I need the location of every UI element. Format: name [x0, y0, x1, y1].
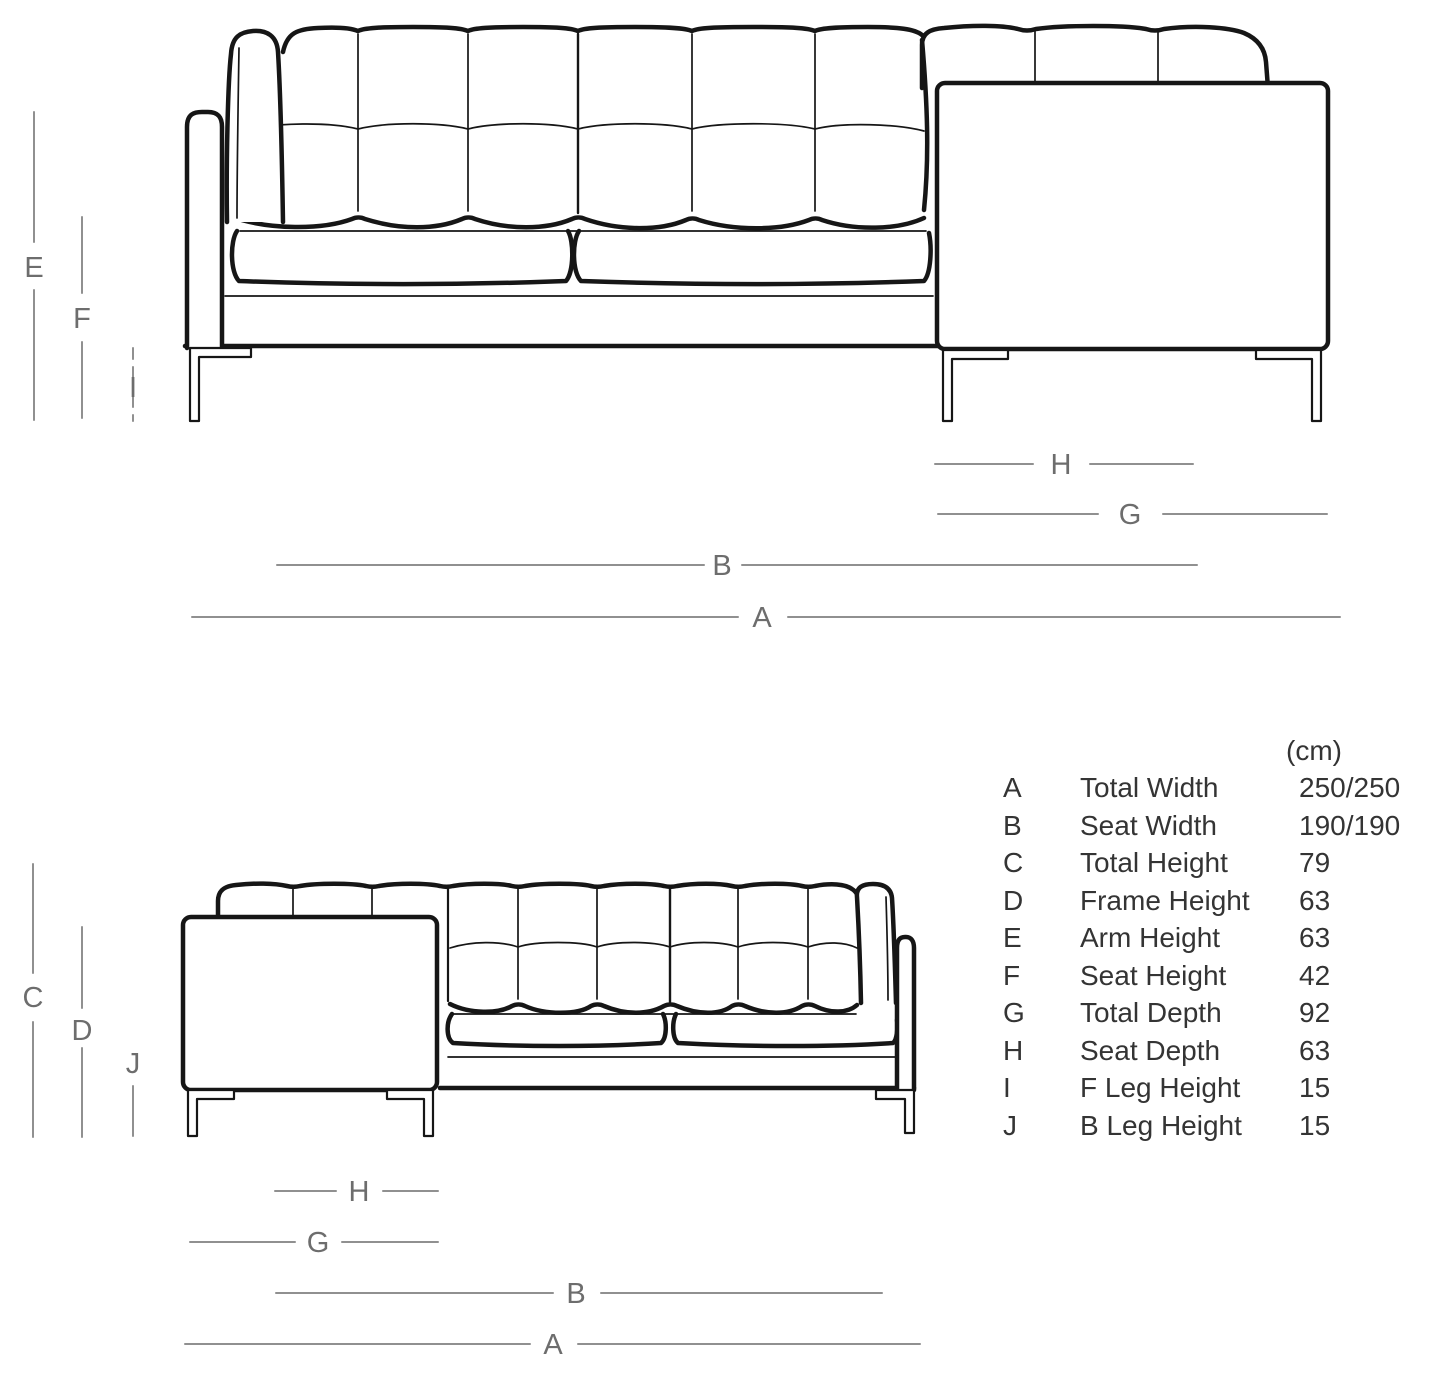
side-end-back-cushion	[857, 884, 896, 1003]
dim-label-A: A	[543, 1329, 563, 1361]
dim-label-H: H	[1050, 449, 1072, 481]
side-return-section	[183, 917, 437, 1090]
legend-value: 42	[1299, 959, 1331, 991]
side-seat-cushion	[673, 1014, 897, 1046]
legend-label: Seat Width	[1080, 809, 1217, 841]
legend-letter: A	[1003, 772, 1022, 803]
side-back-top	[218, 884, 859, 917]
legend-row-D	[1003, 882, 1453, 920]
legend-unit-header: (cm)	[1286, 735, 1342, 766]
front-left-arm	[187, 112, 222, 348]
legend-label: Total Depth	[1080, 997, 1222, 1028]
front-view	[185, 26, 1328, 421]
legend-value: 92	[1299, 997, 1331, 1028]
dimension-legend	[1003, 769, 1453, 1144]
legend-letter: D	[1003, 884, 1024, 916]
side-view	[183, 884, 914, 1136]
legend-label: Seat Depth	[1080, 1034, 1221, 1066]
legend-value: 15	[1299, 1109, 1331, 1141]
legend-letter: G	[1003, 997, 1025, 1028]
dim-label-F: F	[73, 303, 91, 335]
front-return-back-cushions	[922, 26, 1268, 88]
front-seat-cushion	[232, 231, 572, 284]
front-seat-cushion	[574, 231, 931, 284]
legend-row-G	[1003, 994, 1453, 1032]
dim-label-I: I	[128, 372, 138, 404]
legend-label: F Leg Height	[1080, 1072, 1241, 1103]
front-left-leg	[190, 348, 251, 421]
dim-label-B: B	[566, 1278, 586, 1310]
legend-row-H	[1003, 1032, 1453, 1070]
legend-value: 63	[1299, 922, 1331, 953]
front-corner-cushion-edge	[922, 40, 927, 210]
legend-label: Arm Height	[1080, 922, 1221, 953]
side-back-bottom-wave	[450, 1004, 857, 1013]
legend-value: 63	[1299, 1034, 1331, 1066]
legend-letter: B	[1003, 809, 1022, 841]
dim-label-B: B	[712, 550, 732, 582]
front-back-top	[283, 27, 922, 52]
legend-value: 63	[1299, 884, 1331, 916]
legend-row-C	[1003, 844, 1453, 882]
dim-label-C: C	[22, 982, 44, 1014]
side-right-arm	[897, 937, 914, 1090]
front-corner-back-cushion	[227, 31, 283, 222]
front-return-left-leg	[943, 350, 1008, 421]
side-back-horizontal-tuft	[450, 943, 857, 949]
side-view-dimensions	[33, 864, 920, 1344]
legend-row-E	[1003, 919, 1453, 957]
legend-row-J	[1003, 1107, 1453, 1145]
legend-value: 15	[1299, 1072, 1331, 1103]
legend-row-A	[1003, 769, 1453, 807]
side-right-leg	[876, 1090, 914, 1133]
legend-label: B Leg Height	[1080, 1109, 1242, 1141]
side-chaise-left-leg	[188, 1090, 234, 1136]
legend-value: 79	[1299, 847, 1331, 878]
legend-label: Frame Height	[1080, 884, 1250, 916]
side-seat-cushion	[448, 1014, 666, 1046]
front-return-right-leg	[1256, 350, 1321, 421]
dim-label-G: G	[1118, 499, 1142, 531]
legend-label: Total Width	[1080, 772, 1219, 803]
legend-value: 250/250	[1299, 772, 1401, 803]
legend-letter: I	[1003, 1072, 1011, 1103]
dim-label-G: G	[306, 1227, 330, 1259]
dim-label-D: D	[71, 1015, 93, 1047]
legend-letter: E	[1003, 922, 1022, 953]
legend-letter: H	[1003, 1034, 1024, 1066]
legend-value: 190/190	[1299, 809, 1401, 841]
legend-letter: C	[1003, 847, 1024, 878]
legend-row-I	[1003, 1069, 1453, 1107]
legend-row-B	[1003, 807, 1453, 845]
dim-label-A: A	[752, 602, 772, 634]
legend-label: Total Height	[1080, 847, 1228, 878]
dim-label-E: E	[24, 252, 44, 284]
dim-label-H: H	[348, 1176, 370, 1208]
front-return-section	[937, 83, 1328, 349]
legend-letter: F	[1003, 959, 1021, 991]
legend-label: Seat Height	[1080, 959, 1227, 991]
side-chaise-right-leg	[387, 1090, 433, 1136]
legend-letter: J	[1003, 1109, 1017, 1141]
dim-label-J: J	[125, 1048, 141, 1080]
front-back-bottom-wave	[232, 217, 924, 228]
legend-row-F	[1003, 957, 1453, 995]
